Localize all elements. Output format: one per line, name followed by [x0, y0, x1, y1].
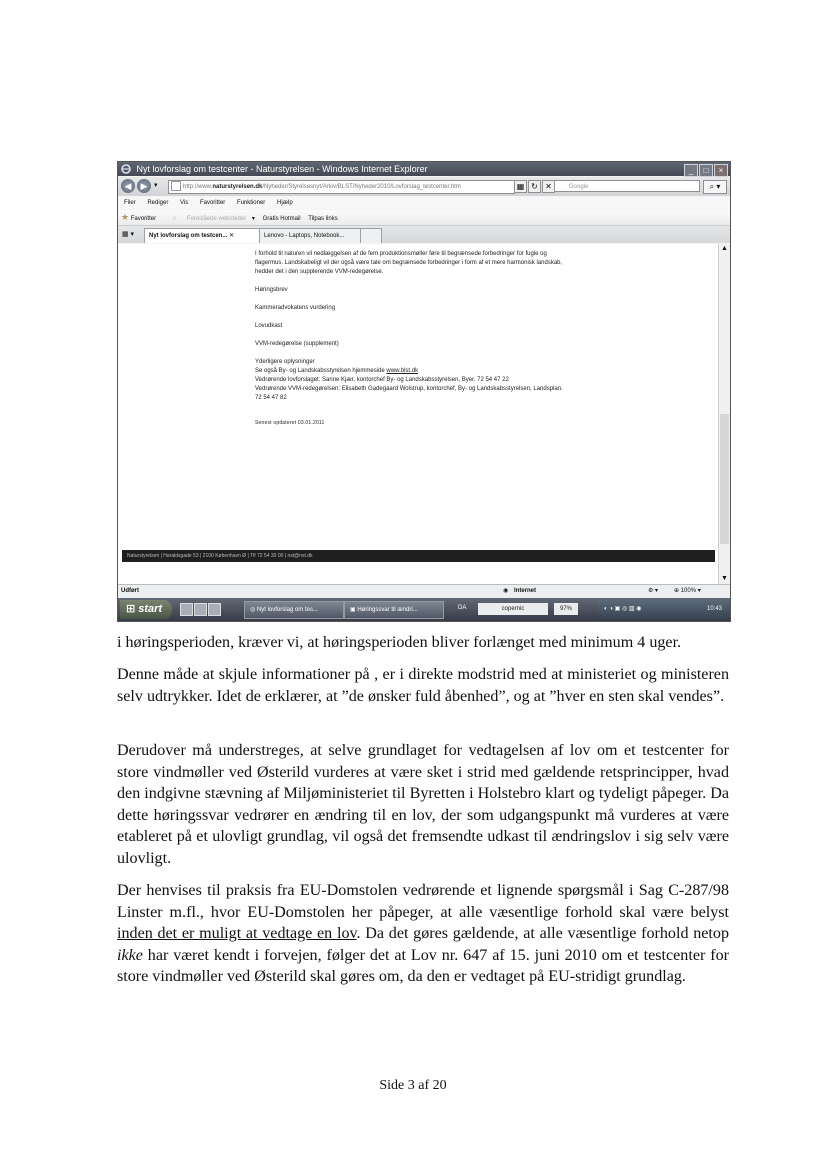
gratis-hotmail-link[interactable]: Gratis Hotmail — [262, 216, 301, 222]
taskbar-item-label: Høringssvar til ændri... — [357, 607, 418, 613]
security-zone: Internet — [514, 588, 537, 594]
paragraph-4-underlined: inden det er muligt at vedtage en lov — [117, 925, 357, 942]
contact-vvm: Vedrørende VVM-redegørelsen: Elisabeth Gadegaard Wolstrup, kontorchef, By- og Landskabsstyrelsen, Landsplan. 72 54 47 82 — [255, 386, 563, 401]
paragraph-4-part-a: Der henvises til praksis fra EU-Domstolen vedrørende et lignende spørgsmål i Sag C-287/98 Linster m.fl., hvor EU-Domstolen her påpeger, at alle væsentlige forhold skal være belyst — [117, 882, 729, 921]
ie-icon: ◎ — [250, 607, 256, 613]
page-number: Side 3 af 20 — [379, 1078, 447, 1093]
compatibility-icon[interactable]: ▦ — [514, 180, 527, 193]
status-text: Udført — [121, 588, 139, 594]
address-buttons — [514, 180, 556, 193]
web-page-content — [118, 244, 730, 584]
article-intro: I forhold til naturen vil nedlæggelsen af de fem produktionsmøller føre til begrænsede forbedringer for fugle og flagermus. Landskabeligt vil der også være tale om begrænsede forbedringer i form af et mere harmonisk landskab, hedder det i den supplerende VVM-redegørelse. — [255, 251, 563, 275]
search-input[interactable]: Google — [554, 180, 700, 192]
menu-favorites[interactable]: Favoritter — [199, 200, 226, 206]
paragraph-1: i høringsperioden, kræver vi, at høringsperioden bliver forlænget med minimum 4 uger. — [117, 634, 682, 651]
minimize-button[interactable]: _ — [684, 164, 698, 177]
menu-bar — [118, 197, 730, 209]
battery-percent: 97% — [554, 603, 578, 615]
tab-nyt-lovforslag[interactable] — [144, 228, 266, 243]
status-bar — [118, 584, 730, 598]
vertical-scrollbar[interactable] — [718, 244, 730, 584]
article-body — [255, 250, 567, 437]
paragraph-4-italic: ikke — [117, 946, 143, 964]
taskbar-item-word[interactable] — [344, 601, 444, 619]
last-updated: Senest opdateret 03.01.2011 — [255, 420, 325, 426]
menu-edit[interactable]: Rediger — [147, 200, 169, 206]
clock: 10:43 — [706, 606, 722, 612]
taskbar-item-label: Nyt lovforslag om tes... — [256, 607, 318, 613]
word-icon: ▣ — [350, 607, 356, 613]
menu-help[interactable]: Hjælp — [276, 200, 293, 206]
language-indicator[interactable]: DA — [458, 605, 467, 611]
zoom-icon: ⊕ — [674, 588, 680, 594]
address-host: naturstyrelsen.dk — [212, 184, 263, 190]
tab-bar — [118, 226, 730, 243]
system-tray — [598, 600, 728, 619]
tab-close-icon[interactable]: ✕ — [229, 233, 235, 239]
protected-mode-icon[interactable]: ⚙ ▾ — [648, 588, 659, 594]
back-button[interactable]: ◀ — [121, 179, 135, 193]
window-controls — [683, 163, 728, 177]
start-label: start — [138, 603, 163, 615]
zoom-value: 100% — [680, 588, 697, 594]
quicklaunch-icon[interactable] — [194, 603, 207, 616]
quicklaunch-icon[interactable] — [180, 603, 193, 616]
stop-icon[interactable]: ✕ — [542, 180, 555, 193]
maximize-button[interactable]: □ — [699, 164, 713, 177]
copernic-search-field[interactable]: copernic — [478, 603, 548, 615]
tab-label: Nyt lovforslag om testcen... — [149, 233, 228, 239]
close-button[interactable]: × — [714, 164, 728, 177]
link-vvm-supplement[interactable]: VVM-redegørelse (supplement) — [255, 341, 339, 347]
browser-screenshot — [117, 161, 731, 622]
history-dropdown-icon[interactable]: ▾ — [154, 182, 158, 189]
blst-link[interactable]: www.blst.dk — [386, 368, 419, 374]
internet-globe-icon: ◉ — [503, 588, 509, 594]
link-kammeradvokat[interactable]: Kammeradvokatens vurdering — [255, 305, 336, 311]
new-tab-button[interactable] — [360, 228, 382, 243]
link-horingsbrev[interactable]: Høringsbrev — [255, 287, 288, 293]
paragraph-2: Denne måde at skjule informationer på , er i direkte modstrid med at ministeriet og ministeren selv udtrykker. Idet de erklærer, at ”de ønsker fuld åbenhed”, og at ”hver en sten skal vendes”. — [117, 666, 729, 705]
paragraph-3: Derudover må understreges, at selve grundlaget for vedtagelsen af lov om et testcenter for store vindmøller ved Østerild vurderes at være sket i strid med gældende retsprincipper, hvad den indgivne stævning af Miljøministeriet til Byretten i Holstebro klart og tydeligt påpeger. Da dette høringssvar vedrører en ændring til en lov, der som udgangspunkt må vurderes at være etableret på et ulovligt grundlag, vil også det fremsendte udkast til ændringslov i sig selv være ulovligt. — [117, 742, 729, 867]
quick-tabs-icon[interactable]: ▦ ▾ — [122, 231, 135, 238]
windows-logo-icon: ⊞ — [126, 603, 136, 615]
paragraph-4-part-c: har været kendt i forvejen, følger det at Lov nr. 647 af 15. juni 2010 om et testcenter for store vindmøller ved Østerild skal gøres om, da den er vedtaget på EU-stridigt grundlag. — [117, 946, 729, 985]
forward-button[interactable]: ▶ — [137, 179, 151, 193]
quicklaunch-icon[interactable] — [208, 603, 221, 616]
page-icon — [171, 181, 181, 191]
zoom-level[interactable]: ⊕ 100% ▾ — [674, 588, 701, 594]
paragraph-4 — [117, 880, 729, 988]
window-title: Nyt lovforslag om testcenter - Naturstyrelsen - Windows Internet Explorer — [136, 164, 428, 174]
address-row — [118, 177, 730, 196]
link-lovudkast[interactable]: Lovudkast — [255, 323, 283, 329]
add-favorite-icon[interactable]: ☆ — [171, 216, 178, 222]
scroll-thumb[interactable] — [720, 414, 729, 544]
contact-lovforslag: Vedrørende lovforslaget: Sanne Kjær, kontorchef By- og Landskabsstyrelsen, Byer. 72 54 47 22 — [255, 377, 509, 383]
menu-view[interactable]: Vis — [180, 200, 189, 206]
menu-tools[interactable]: Funktioner — [236, 200, 266, 206]
taskbar-item-ie[interactable] — [244, 601, 344, 619]
window-titlebar — [118, 162, 730, 176]
tray-icons[interactable]: ◐ ◑ ▣ ◎ ▥ ◉ — [604, 606, 642, 612]
favorites-bar: ★ Favoritter ☆ Foreslåede websteder ▾ Gratis Hotmail Tilpas links — [118, 210, 730, 226]
tab-label: Lenovo - Laptops, Notebook... — [264, 233, 345, 239]
scroll-up-icon[interactable]: ▲ — [721, 245, 728, 252]
menu-file[interactable]: Filer — [124, 200, 136, 206]
start-button[interactable] — [120, 600, 172, 619]
tab-lenovo[interactable] — [259, 228, 367, 243]
address-bar[interactable] — [168, 180, 515, 194]
address-path: /Nyheder/Styrelsesnyt/Arkiv/BLST/Nyheder2010/Lovforslag_testcenter.htm — [262, 184, 461, 190]
favorites-star-icon: ★ — [121, 212, 130, 222]
see-also-text: Se også By- og Landskabsstyrelsen hjemmeside — [255, 368, 385, 374]
refresh-icon[interactable]: ↻ — [528, 180, 541, 193]
address-prefix: http://www. — [183, 184, 213, 190]
search-button[interactable]: ⌕ ▾ — [703, 180, 727, 194]
favorites-button[interactable]: Favoritter — [130, 216, 157, 222]
page-footer: Naturstyrelsen | Haraldsgade 53 | 2100 København Ø | Tlf 72 54 30 00 | nst@nst.dk — [122, 550, 715, 562]
windows-taskbar — [118, 598, 730, 621]
tilpas-links-link[interactable]: Tilpas links — [308, 216, 338, 222]
scroll-down-icon[interactable]: ▼ — [721, 575, 728, 582]
more-info-heading: Yderligere oplysninger — [255, 359, 315, 365]
search-icon: ⌕ — [709, 182, 715, 191]
suggested-sites-link[interactable]: Foreslåede websteder — [186, 216, 247, 222]
paragraph-4-part-b: . Da det gøres gældende, at alle væsentlige forhold netop — [356, 925, 729, 942]
ie-logo-icon — [121, 164, 131, 174]
